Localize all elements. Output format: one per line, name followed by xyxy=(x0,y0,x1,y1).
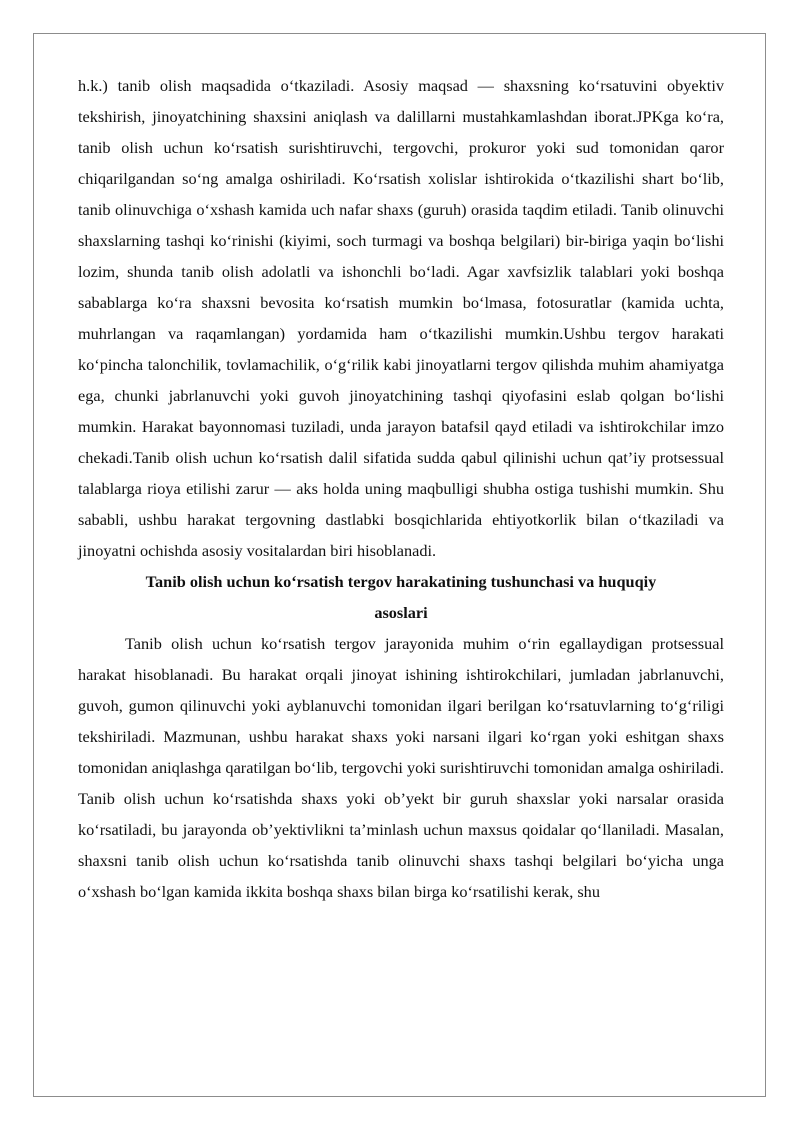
document-body xyxy=(78,70,724,907)
body-paragraph-1: h.k.) tanib olish maqsadida o‘tkaziladi. Asosiy maqsad — shaxsning ko‘rsatuvini obyektiv tekshirish, jinoyatchining shaxsini aniqlash va dalillarni mustahkamlashdan iborat.JPKga ko‘ra, tanib olish uchun ko‘rsatish surishtiruvchi, tergovchi, prokuror yoki sud tomonidan qaror chiqarilgandan so‘ng amalga oshiriladi. Ko‘rsatish xolislar ishtirokida o‘tkazilishi shart bo‘lib, tanib olinuvchiga o‘xshash kamida uch nafar shaxs (guruh) orasida taqdim etiladi. Tanib olinuvchi shaxslarning tashqi ko‘rinishi (kiyimi, soch turmagi va boshqa belgilari) bir-biriga yaqin bo‘lishi lozim, shunda tanib olish adolatli va ishonchli bo‘ladi. Agar xavfsizlik talablari yoki boshqa sabablarga ko‘ra shaxsni bevosita ko‘rsatish mumkin bo‘lmasa, fotosuratlar (kamida uchta, muhrlangan va raqamlangan) yordamida ham o‘tkazilishi mumkin.Ushbu tergov harakati ko‘pincha talonchilik, tovlamachilik, o‘g‘rilik kabi jinoyatlarni tergov qilishda muhim ahamiyatga ega, chunki jabrlanuvchi yoki guvoh jinoyatchining tashqi qiyofasini eslab qolgan bo‘lishi mumkin. Harakat bayonnomasi tuziladi, unda jarayon batafsil qayd etiladi va ishtirokchilar imzo chekadi.Tanib olish uchun ko‘rsatish dalil sifatida sudda qabul qilinishi uchun qat’iy protsessual talablarga rioya etilishi zarur — aks holda uning maqbulligi shubha ostiga tushishi mumkin. Shu sababli, ushbu harakat tergovning dastlabki bosqichlarida ehtiyotkorlik bilan o‘tkaziladi va jinoyatni ochishda asosiy vositalardan biri hisoblanadi. xyxy=(78,76,724,560)
body-paragraph-2: Tanib olish uchun ko‘rsatish tergov jarayonida muhim o‘rin egallaydigan protsessual harakat hisoblanadi. Bu harakat orqali jinoyat ishining ishtirokchilari, jumladan jabrlanuvchi, guvoh, gumon qilinuvchi yoki ayblanuvchi tomonidan ilgari berilgan ko‘rsatuvlarning to‘g‘riligi tekshiriladi. Mazmunan, ushbu harakat shaxs yoki narsani ilgari ko‘rgan yoki eshitgan shaxs tomonidan aniqlashga qaratilgan bo‘lib, tergovchi yoki surishtiruvchi tomonidan amalga oshiriladi. Tanib olish uchun ko‘rsatishda shaxs yoki ob’yekt bir guruh shaxslar yoki narsalar orasida ko‘rsatiladi, bu jarayonda ob’yektivlikni ta’minlash uchun maxsus qoidalar qo‘llaniladi. Masalan, shaxsni tanib olish uchun ko‘rsatishda tanib olinuvchi shaxs tashqi belgilari bo‘yicha unga o‘xshash bo‘lgan kamida ikkita boshqa shaxs bilan birga ko‘rsatilishi kerak, shu xyxy=(78,634,724,901)
section-heading xyxy=(78,566,724,628)
section-heading-line-2: asoslari xyxy=(374,603,428,622)
section-heading-line-1: Tanib olish uchun ko‘rsatish tergov harakatining tushunchasi va huquqiy xyxy=(145,572,657,591)
